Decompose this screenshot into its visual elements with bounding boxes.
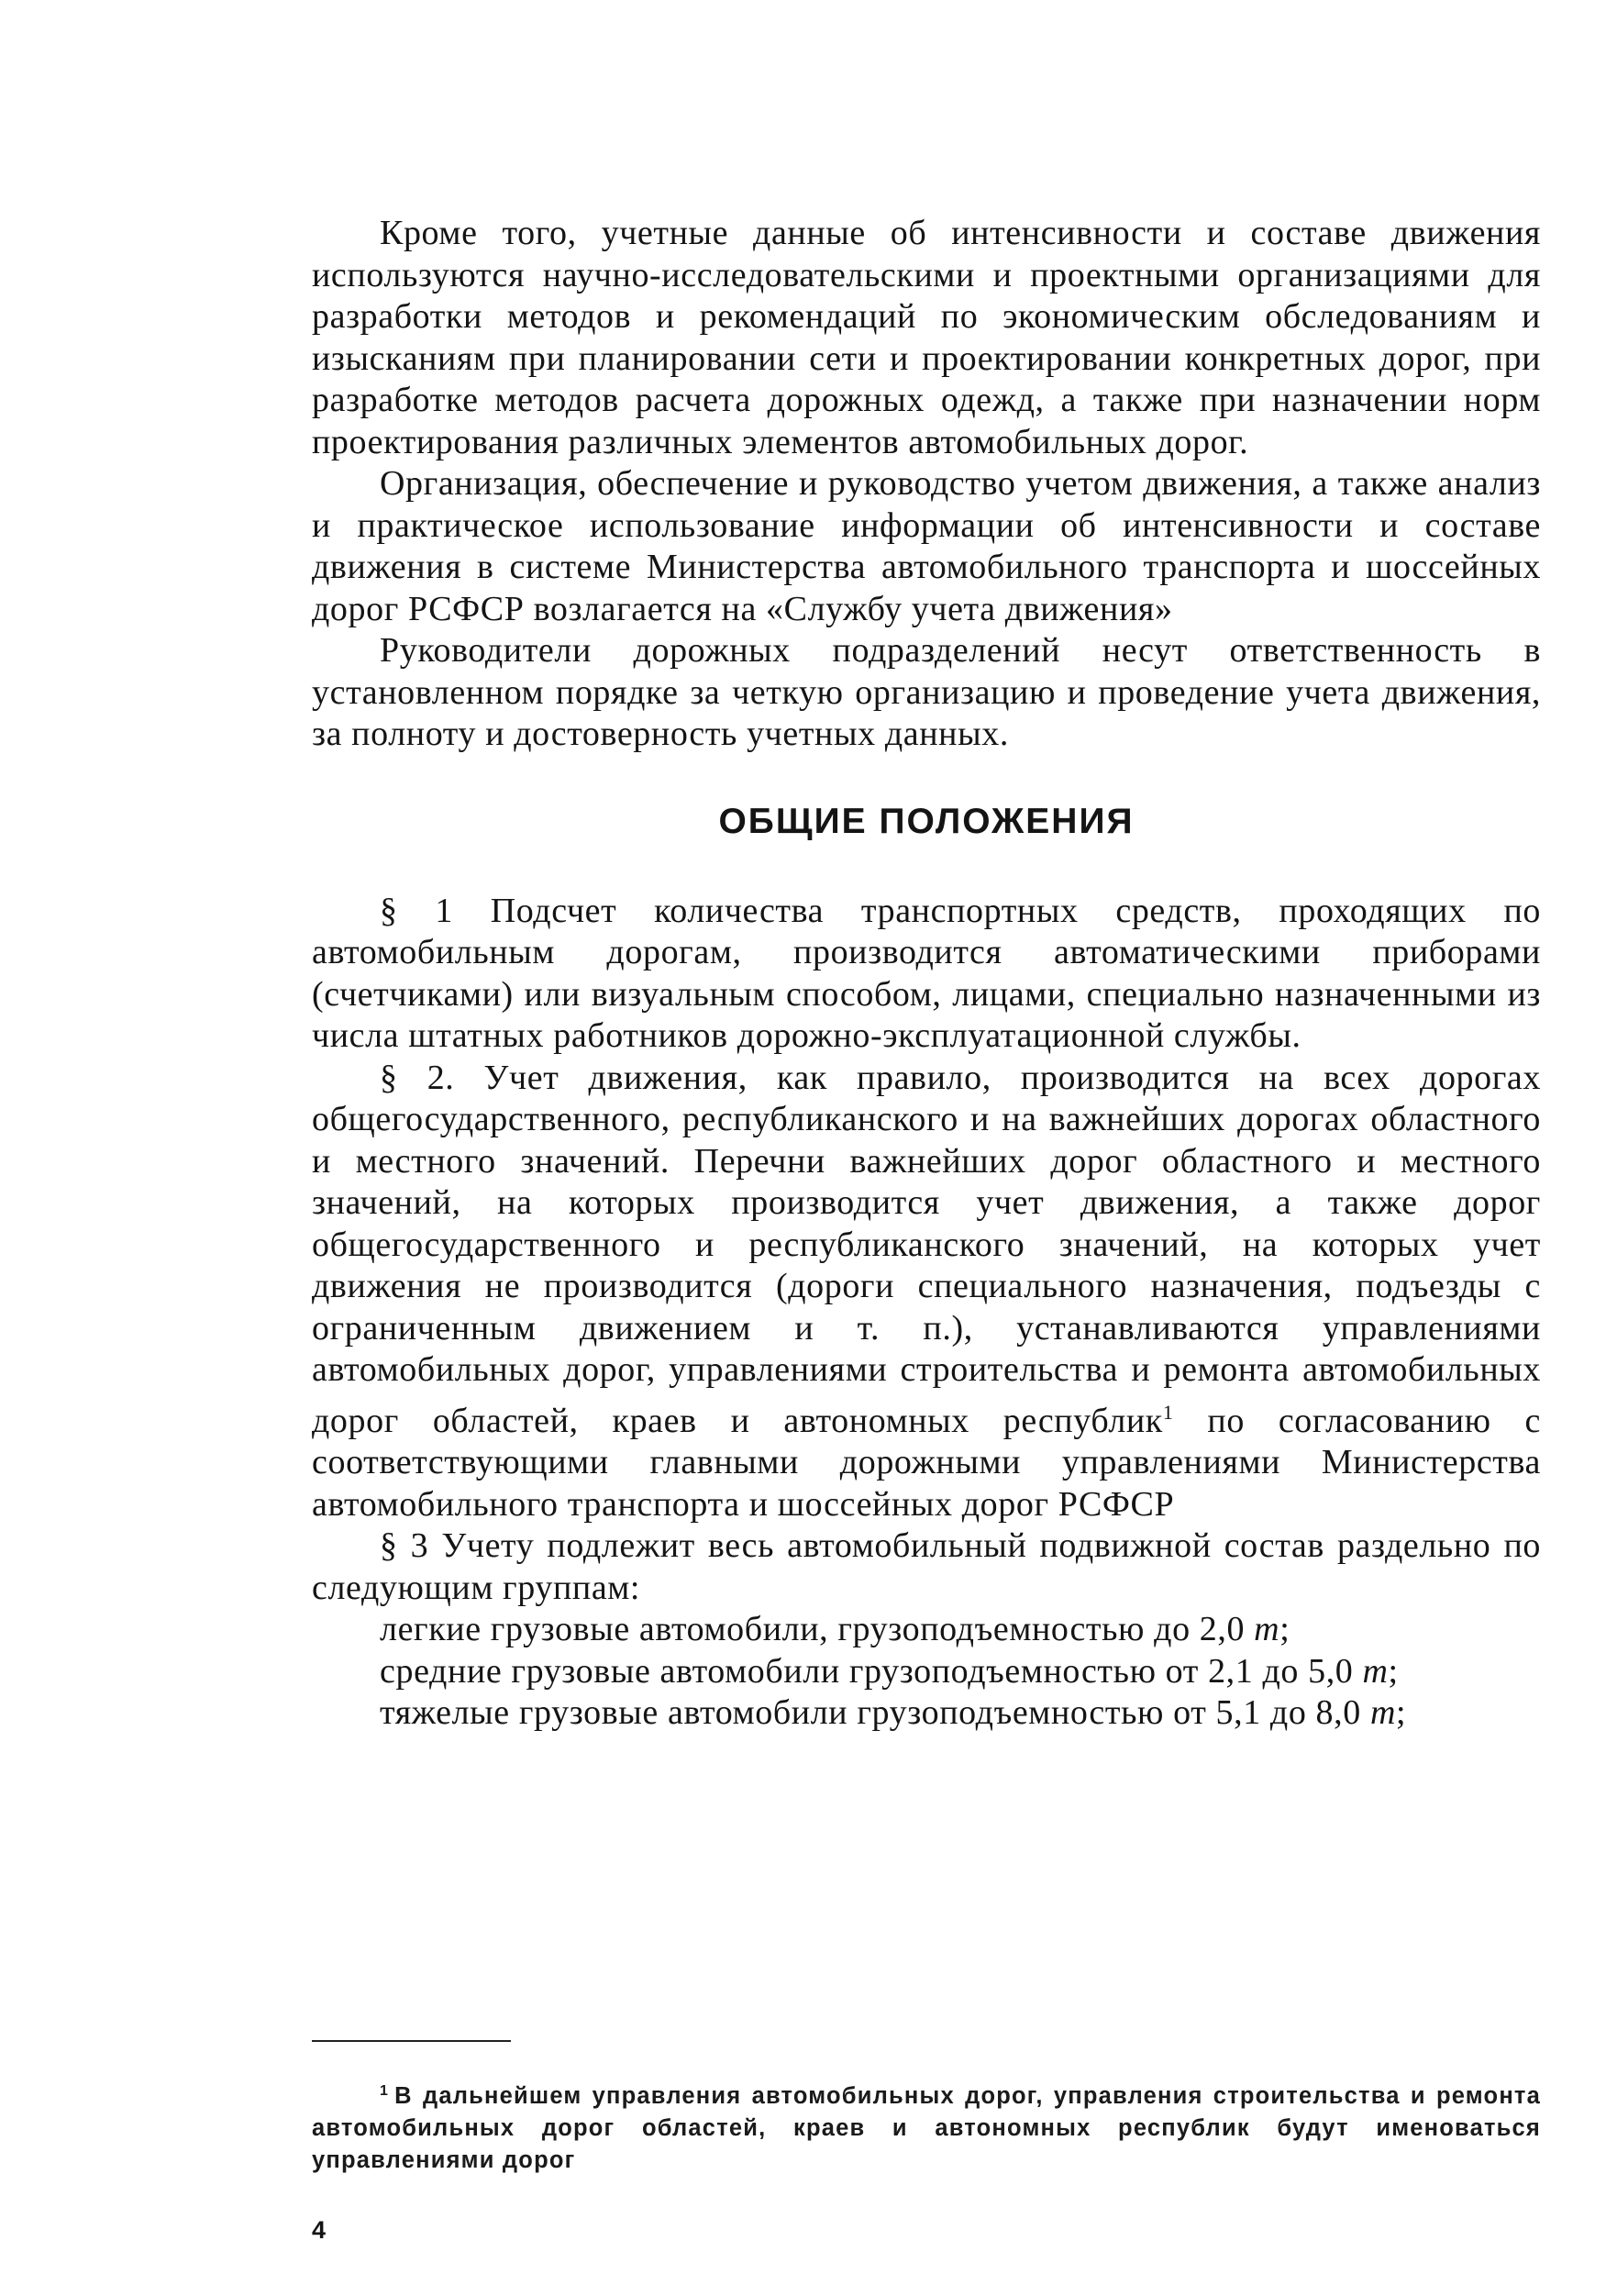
unit-tonne: т: [1362, 1651, 1389, 1691]
section-paragraph-3: § 3 Учету подлежит весь автомобильный подвижной состав раздельно по следующим группам:: [312, 1526, 1541, 1607]
section-paragraph-2-continuation: по согласованию с соответствующими главными дорожными управлениями Министерства автомобильного транспорта и шоссейных дорог РСФСР: [312, 1401, 1541, 1524]
section-paragraph-1: § 1 Подсчет количества транспортных средств, проходящих по автомобильным дорогам, производится автоматическими приборами (счетчиками) или визуальным способом, лицами, специально назначенными из числа штатных работников дорожно-эксплуатационной службы.: [312, 891, 1541, 1055]
footnote-separator: [312, 2040, 511, 2042]
page-number: 4: [312, 2216, 327, 2244]
footnote-reference: 1: [1162, 1400, 1174, 1424]
unit-tonne: т: [1369, 1693, 1397, 1732]
main-text-column: [312, 213, 1541, 1735]
section-paragraph-2-text: § 2. Учет движения, как правило, производится на всех дорогах общегосударственного, республиканского и на важнейших дорогах областного и местного значений. Перечни важнейших дорог областного и местного значений, на которых производится учет движения, а также дорог общегосударственного и республиканского значений, на которых учет движения не производится (дороги специального назначения, подъезды с ограниченным движением и т. п.), устанавливаются управлениями автомобильных дорог, управлениями строительства и ремонта автомобильных дорог областей, краев и автономных республик: [312, 1058, 1541, 1440]
intro-paragraph-1: Кроме того, учетные данные об интенсивности и составе движения используются научно-исследовательскими и проектными организациями для разработки методов и рекомендаций по экономическим обследованиям и изысканиям при планировании сети и проектировании конкретных дорог, при разработке методов расчета дорожных одежд, а также при назначении норм проектирования различных элементов автомобильных дорог.: [312, 214, 1541, 461]
section-heading: ОБЩИЕ ПОЛОЖЕНИЯ: [718, 801, 1135, 841]
list-item-heavy-trucks: тяжелые грузовые автомобили грузоподъемностью от 5,1 до 8,0 т;: [380, 1693, 1407, 1732]
intro-paragraph-2: Организация, обеспечение и руководство учетом движения, а также анализ и практическое использование информации об интенсивности и составе движения в системе Министерства автомобильного транспорта и шоссейных дорог РСФСР возлагается на «Службу учета движения»: [312, 464, 1541, 628]
unit-tonne: т: [1254, 1610, 1280, 1648]
footnote-text: В дальнейшем управления автомобильных дорог, управления строительства и ремонта автомобильных дорог областей, краев и автономных республик будут именоваться управлениями дорог: [312, 2083, 1541, 2173]
footnote-marker: 1: [380, 2083, 390, 2099]
footnote: [312, 2075, 1541, 2177]
list-item-light-trucks: легкие грузовые автомобили, грузоподъемностью до 2,0 т;: [380, 1610, 1290, 1648]
intro-paragraph-3: Руководители дорожных подразделений несут ответственность в установленном порядке за четкую организацию и проведение учета движения, за полноту и достоверность учетных данных.: [312, 631, 1541, 753]
section-paragraph-2: [312, 1058, 1541, 1526]
list-item-medium-trucks: средние грузовые автомобили грузоподъемностью от 2,1 до 5,0 т;: [380, 1651, 1399, 1691]
